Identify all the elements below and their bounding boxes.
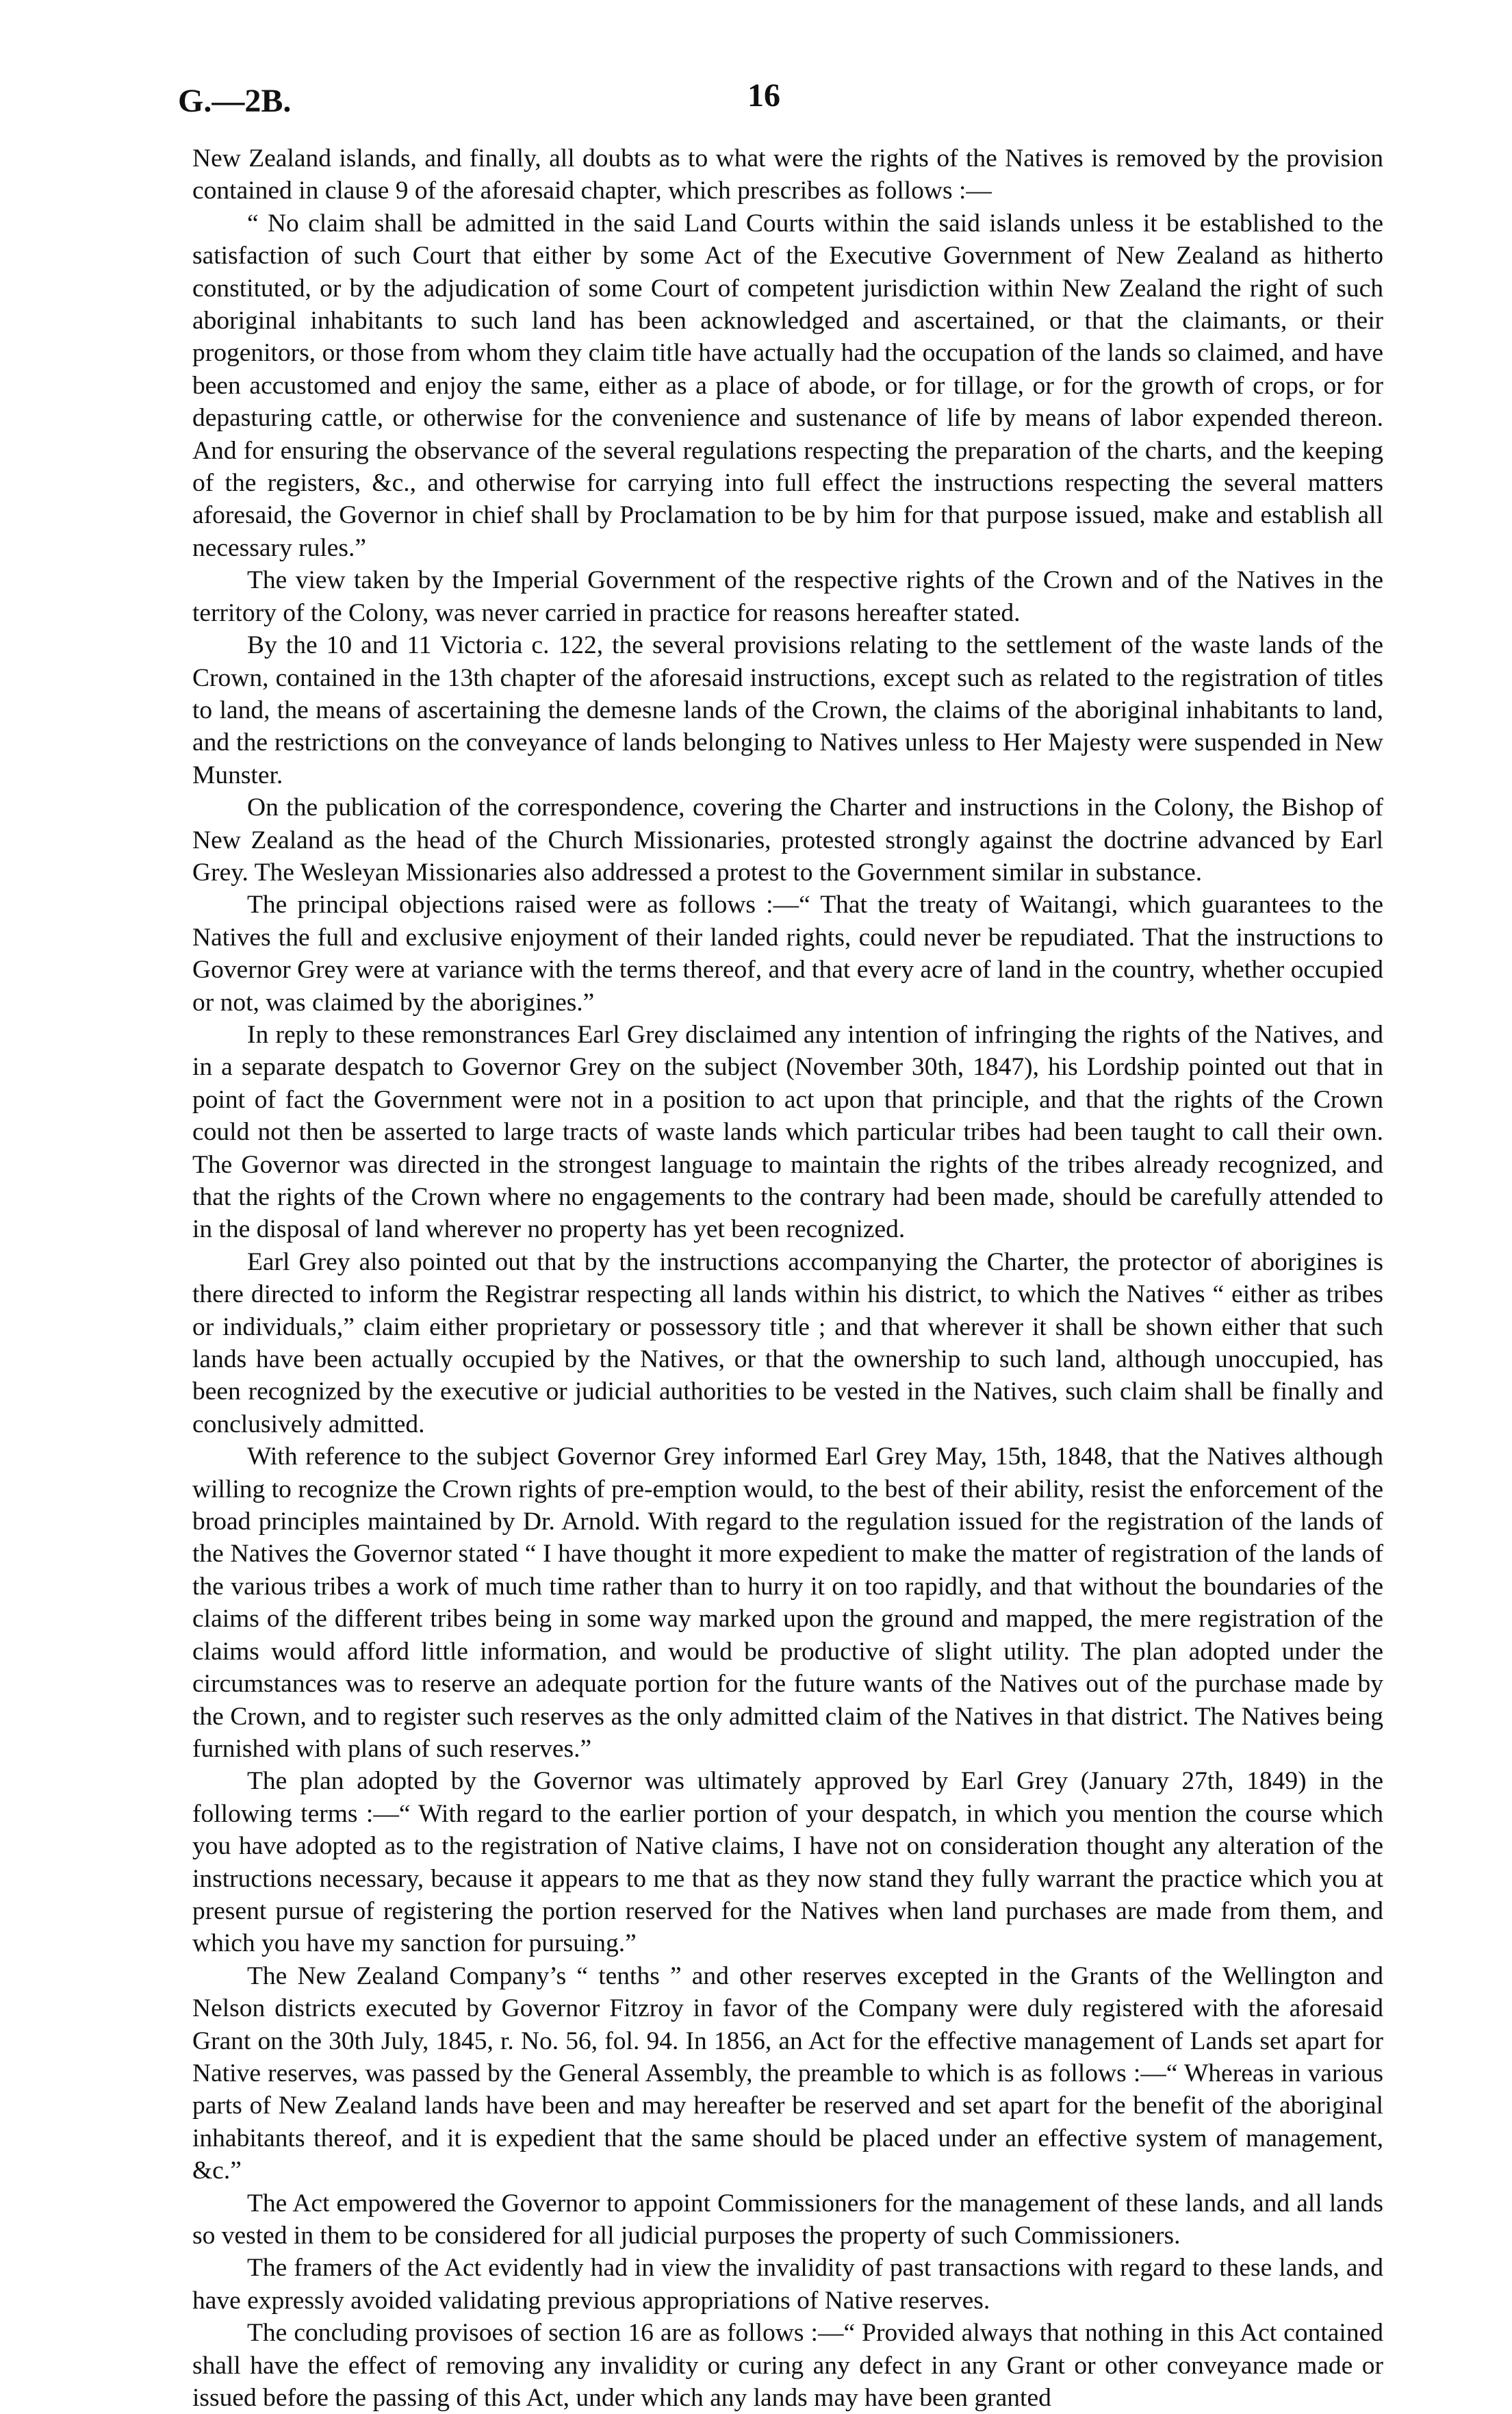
paragraph: On the publication of the correspondence, covering the Charter and instructions in the Colony, the Bishop of New Zealand as the head of the Church Missionaries, protested strongly against the doctrine advanced by Earl Grey. The Wesleyan Missionaries also addressed a protest to the Government similar in substance.	[192, 793, 1383, 887]
paragraph: The framers of the Act evidently had in view the invalidity of past transactions with regard to these lands, and have expressly avoided validating previous appropriations of Native reserves.	[192, 2254, 1383, 2315]
paragraph: “ No claim shall be admitted in the said Land Courts within the said islands unless it be established to the satisfaction of such Court that either by some Act of the Executive Government of New Zealand as hitherto constituted, or by the adjudication of some Court of competent jurisdiction within New Zealand the right of such aboriginal inhabitants to such land has been acknowledged and ascertained, or that the claimants, or their progenitors, or those from whom they claim title have actually had the occupation of the lands so claimed, and have been accustomed and enjoy the same, either as a place of abode, or for tillage, or for the growth of crops, or for depasturing cattle, or otherwise for the convenience and sustenance of life by means of labor expended thereon. And for ensuring the observance of the several regulations respecting the preparation of the charts, and the keeping of the registers, &c., and otherwise for carrying into full effect the instructions respecting the several matters aforesaid, the Governor in chief shall by Proclamation to be by him for that purpose issued, make and establish all necessary rules.”	[192, 209, 1383, 562]
paragraph: By the 10 and 11 Victoria c. 122, the several provisions relating to the settlement of the waste lands of the Crown, contained in the 13th chapter of the aforesaid instructions, except such as related to the registration of titles to land, the means of ascertaining the demesne lands of the Crown, the claims of the aboriginal inhabitants to land, and the restrictions on the conveyance of lands belonging to Natives unless to Her Majesty were suspended in New Munster.	[192, 631, 1383, 789]
paragraph: Earl Grey also pointed out that by the instructions accompanying the Charter, the protector of aborigines is there directed to inform the Registrar respecting all lands within his district, to which the Natives “ either as tribes or individuals,” claim either proprietary or possessory title ; and that wherever it shall be shown either that such lands have been actually occupied by the Natives, or that the ownership to such land, although unoccupied, has been recognized by the executive or judicial authorities to be vested in the Natives, such claim shall be finally and conclusively admitted.	[192, 1247, 1383, 1438]
document-body	[192, 142, 1383, 2414]
page-number: 16	[747, 77, 780, 114]
paragraph: In reply to these remonstrances Earl Grey disclaimed any intention of infringing the rights of the Natives, and in a separate despatch to Governor Grey on the subject (November 30th, 1847), his Lordship pointed out that in point of fact the Government were not in a position to act upon that principle, and that the rights of the Crown could not then be asserted to large tracts of waste lands which particular tribes had been taught to call their own. The Governor was directed in the strongest language to maintain the rights of the tribes already recognized, and that the rights of the Crown where no engagements to the contrary had been made, should be carefully attended to in the disposal of land wherever no property has yet been recognized.	[192, 1020, 1383, 1244]
paragraph: The concluding provisoes of section 16 are as follows :—“ Provided always that nothing in this Act contained shall have the effect of removing any invalidity or curing any defect in any Grant or other conveyance made or issued before the passing of this Act, under which any lands may have been granted	[192, 2319, 1383, 2413]
paragraph: The view taken by the Imperial Government of the respective rights of the Crown and of the Natives in the territory of the Colony, was never carried in practice for reasons hereafter stated.	[192, 566, 1383, 627]
paragraph: The principal objections raised were as follows :—“ That the treaty of Waitangi, which guarantees to the Natives the full and exclusive enjoyment of their landed rights, could never be repudiated. That the instructions to Governor Grey were at variance with the terms thereof, and that every acre of land in the country, whether occupied or not, was claimed by the aborigines.”	[192, 891, 1383, 1017]
paragraph: The New Zealand Company’s “ tenths ” and other reserves excepted in the Grants of the Wellington and Nelson districts executed by Governor Fitzroy in favor of the Company were duly registered with the aforesaid Grant on the 30th July, 1845, r. No. 56, fol. 94. In 1856, an Act for the effective management of Lands set apart for Native reserves, was passed by the General Assembly, the preamble to which is as follows :—“ Whereas in various parts of New Zealand lands have been and may hereafter be reserved and set apart for the benefit of the aboriginal inhabitants thereof, and it is expedient that the same should be placed under an effective system of management, &c.”	[192, 1961, 1383, 2185]
paragraph: The Act empowered the Governor to appoint Commissioners for the management of these lands, and all lands so vested in them to be considered for all judicial purposes the property of such Commissioners.	[192, 2189, 1383, 2250]
paragraph: With reference to the subject Governor Grey informed Earl Grey May, 15th, 1848, that the Natives although willing to recognize the Crown rights of pre-emption would, to the best of their ability, resist the enforcement of the broad principles maintained by Dr. Arnold. With regard to the regulation issued for the registration of the lands of the Natives the Governor stated “ I have thought it more expedient to make the matter of registration of the lands of the various tribes a work of much time rather than to hurry it on too rapidly, and that without the boundaries of the claims of the different tribes being in some way marked upon the ground and mapped, the mere registration of the claims would afford little information, and would be productive of slight utility. The plan adopted under the circumstances was to reserve an adequate portion for the future wants of the Natives out of the purchase made by the Crown, and to register such reserves as the only admitted claim of the Natives in that district. The Natives being furnished with plans of such reserves.”	[192, 1443, 1383, 1763]
sheet-reference: G.—2B.	[178, 83, 292, 119]
paragraph: New Zealand islands, and finally, all doubts as to what were the rights of the Natives is removed by the provision contained in clause 9 of the aforesaid chapter, which prescribes as follows :—	[192, 144, 1383, 205]
paragraph: The plan adopted by the Governor was ultimately approved by Earl Grey (January 27th, 1849) in the following terms :—“ With regard to the earlier portion of your despatch, in which you mention the course which you have adopted as to the registration of Native claims, I have not on consideration thought any alteration of the instructions necessary, because it appears to me that as they now stand they fully warrant the practice which you at present pursue of registering the portion reserved for the Natives when land purchases are made from them, and which you have my sanction for pursuing.”	[192, 1767, 1383, 1958]
